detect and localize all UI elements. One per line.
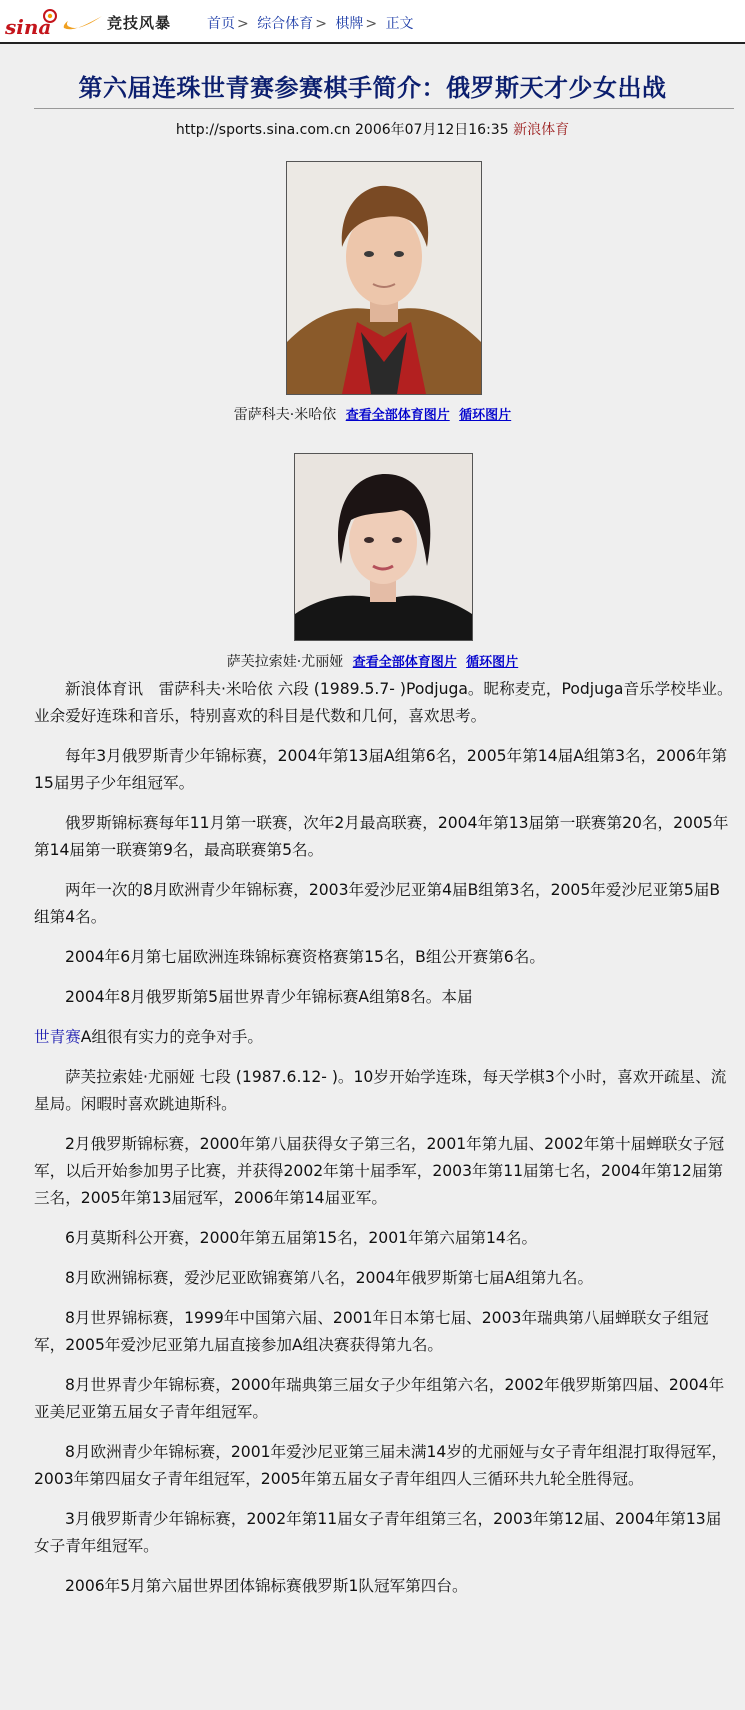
top-bar	[0, 0, 745, 44]
photo-caption-2	[0, 651, 745, 671]
paragraph-text: A组很有实力的竞争对手。	[80, 1028, 263, 1046]
breadcrumb-separator: >	[315, 16, 327, 32]
paragraph: 2006年5月第六届世界团体锦标赛俄罗斯1队冠军第四台。	[65, 1577, 468, 1595]
paragraph: 2004年8月俄罗斯第5届世界青少年锦标赛A组第8名。本届	[65, 988, 473, 1006]
breadcrumb	[207, 13, 414, 33]
keyword-link[interactable]: 世青赛	[34, 1028, 81, 1046]
paragraph: 每年3月俄罗斯青少年锦标赛，2004年第13届A组第6名，2005年第14届A组第3名，2006年第15届男子少年组冠军。	[34, 747, 728, 792]
portrait-image	[287, 162, 481, 394]
paragraph: 8月欧洲锦标赛，爱沙尼亚欧锦赛第八名，2004年俄罗斯第七届A组第九名。	[65, 1269, 594, 1287]
swoosh-icon	[62, 14, 104, 32]
paragraph: 2004年6月第七届欧洲连珠锦标赛资格赛第15名，B组公开赛第6名。	[65, 948, 545, 966]
paragraph: 两年一次的8月欧洲青少年锦标赛，2003年爱沙尼亚第4届B组第3名，2005年爱沙尼亚第5届B组第4名。	[34, 881, 721, 926]
portrait-image	[295, 454, 472, 640]
paragraph-with-link	[34, 1024, 734, 1051]
paragraph: 新浪体育讯 雷萨科夫·米哈依 六段 (1989.5.7- )Podjuga。昵称麦克，Podjuga音乐学校毕业。业余爱好连珠和音乐，特别喜欢的科目是代数和几何，喜欢思考。	[34, 680, 733, 725]
loop-photos-link[interactable]: 循环图片	[459, 408, 512, 423]
paragraph: 8月欧洲青少年锦标赛，2001年爱沙尼亚第三届未满14岁的尤丽娅与女子青年组混打取得冠军，2003年第四届女子青年组冠军，2005年第五届女子青年组四人三循环共九轮全胜得冠。	[34, 1443, 728, 1488]
photo-female-player[interactable]	[294, 453, 473, 641]
view-all-photos-link[interactable]: 查看全部体育图片	[345, 408, 450, 423]
paragraph: 8月世界青少年锦标赛，2000年瑞典第三届女子少年组第六名，2002年俄罗斯第四届、2004年亚美尼亚第五届女子青年组冠军。	[34, 1376, 725, 1421]
breadcrumb-separator: >	[365, 16, 378, 32]
meta-url: http://sports.sina.com.cn	[175, 122, 351, 138]
breadcrumb-body[interactable]: 正文	[385, 16, 414, 32]
breadcrumb-chess[interactable]: 棋牌	[335, 16, 364, 32]
sina-logo[interactable]	[4, 8, 64, 38]
breadcrumb-separator: >	[237, 16, 249, 32]
breadcrumb-sports[interactable]: 综合体育	[257, 16, 314, 32]
view-all-photos-link[interactable]: 查看全部体育图片	[352, 655, 457, 670]
photo-caption-1	[0, 404, 745, 424]
article-title: 第六届连珠世青赛参赛棋手简介：俄罗斯天才少女出战	[78, 74, 667, 102]
paragraph: 8月世界锦标赛，1999年中国第六届、2001年日本第七届、2003年瑞典第八届蝉联女子组冠军，2005年爱沙尼亚第九届直接参加A组决赛获得第九名。	[34, 1309, 709, 1354]
paragraph: 6月莫斯科公开赛，2000年第五届第15名，2001年第六届第14名。	[65, 1229, 538, 1247]
paragraph: 俄罗斯锦标赛每年11月第一联赛，次年2月最高联赛，2004年第13届第一联赛第20名，2005年第14届第一联赛第9名，最高联赛第5名。	[34, 814, 729, 859]
breadcrumb-home[interactable]: 首页	[207, 16, 235, 32]
caption-name: 雷萨科夫·米哈依	[233, 407, 337, 423]
paragraph: 2月俄罗斯锦标赛，2000年第八届获得女子第三名，2001年第九届、2002年第十届蝉联女子冠军，以后开始参加男子比赛，并获得2002年第十届季军，2003年第11届第七名，2004年第12届第三名，2005年第13届冠军，2006年第14届亚军。	[34, 1135, 725, 1207]
article-meta	[0, 119, 745, 139]
photo-male-player[interactable]	[286, 161, 482, 395]
title-divider	[34, 108, 734, 109]
article-body	[34, 676, 734, 1613]
channel-title: 竞技风暴	[107, 14, 172, 32]
svg-text:sina: sina	[5, 15, 52, 38]
meta-source[interactable]: 新浪体育	[513, 122, 570, 138]
paragraph: 萨芙拉索娃·尤丽娅 七段 (1987.6.12- )。10岁开始学连珠，每天学棋3个小时，喜欢开疏星、流星局。闲暇时喜欢跳迪斯科。	[34, 1068, 727, 1113]
caption-name: 萨芙拉索娃·尤丽娅	[226, 654, 344, 670]
loop-photos-link[interactable]: 循环图片	[466, 655, 519, 670]
paragraph: 3月俄罗斯青少年锦标赛，2002年第11届女子青年组第三名，2003年第12届、2004年第13届女子青年组冠军。	[34, 1510, 722, 1555]
meta-time: 2006年07月12日16:35	[355, 122, 509, 138]
